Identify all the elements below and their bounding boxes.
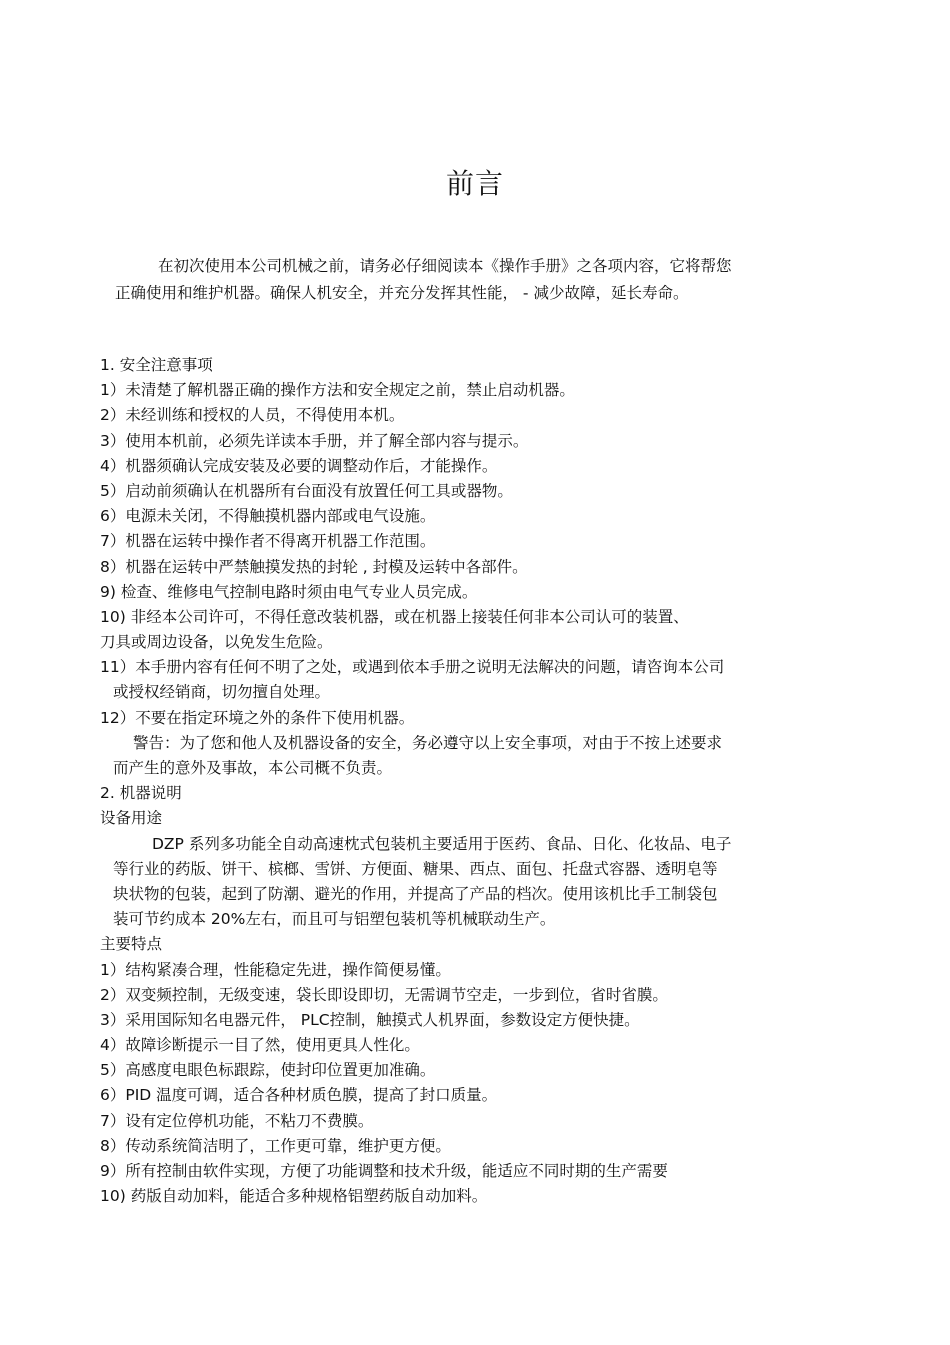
subheading-usage: 设备用途	[100, 809, 163, 828]
safety-item: 11）本手册内容有任何不明了之处，或遇到依本手册之说明无法解决的问题，请咨询本公司	[100, 658, 725, 677]
intro-paragraph	[115, 253, 835, 307]
page-title: 前言	[445, 167, 504, 200]
usage-text: 块状物的包装，起到了防潮、避光的作用，并提高了产品的档次。使用该机比手工制袋包	[113, 884, 718, 903]
usage-text: DZP 系列多功能全自动高速枕式包装机主要适用于医药、食品、日化、化妆品、电子	[152, 834, 732, 853]
safety-item: 9) 检查、维修电气控制电路时须由电气专业人员完成。	[100, 582, 478, 601]
safety-item: 2）未经训练和授权的人员，不得使用本机。	[100, 406, 405, 425]
section-heading-machine: 2. 机器说明	[100, 784, 182, 803]
feature-item: 1）结构紧凑合理，性能稳定先进，操作简便易懂。	[100, 960, 451, 979]
feature-item: 6）PID 温度可调，适合各种材质色膜，提高了封口质量。	[100, 1086, 498, 1105]
feature-item: 9）所有控制由软件实现，方便了功能调整和技术升级，能适应不同时期的生产需要	[100, 1162, 668, 1180]
safety-item: 5）启动前须确认在机器所有台面没有放置任何工具或器物。	[100, 481, 513, 500]
safety-item-continuation: 或授权经销商，切勿擅自处理。	[113, 683, 331, 702]
feature-item: 8）传动系统简洁明了，工作更可靠，维护更方便。	[100, 1136, 451, 1155]
usage-text: 装可节约成本 20%左右，而且可与铝塑包装机等机械联动生产。	[113, 910, 556, 929]
feature-item: 10) 药版自动加料，能适合多种规格铝塑药版自动加料。	[100, 1187, 488, 1206]
feature-item: 5）高感度电眼色标跟踪，使封印位置更加准确。	[100, 1061, 436, 1080]
safety-item: 12）不要在指定环境之外的条件下使用机器。	[100, 708, 415, 727]
safety-item: 1）未清楚了解机器正确的操作方法和安全规定之前，禁止启动机器。	[100, 381, 575, 400]
usage-text: 等行业的药版、饼干、槟榔、雪饼、方便面、糖果、西点、面包、托盘式容器、透明皂等	[113, 859, 718, 878]
feature-item: 4）故障诊断提示一目了然，使用更具人性化。	[100, 1036, 420, 1055]
safety-item: 8）机器在运转中严禁触摸发热的封轮 , 封模及运转中各部件。	[100, 557, 528, 576]
safety-item: 10) 非经本公司许可，不得任意改装机器，或在机器上接装任何非本公司认可的装置、	[100, 607, 689, 626]
feature-item: 3）采用国际知名电器元件， PLC控制，触摸式人机界面，参数设定方便快捷。	[100, 1010, 640, 1029]
safety-item: 3）使用本机前，必须先详读本手册，并了解全部内容与提示。	[100, 431, 529, 450]
document-body	[100, 353, 840, 1209]
subheading-features: 主要特点	[100, 935, 163, 954]
feature-item: 2）双变频控制，无级变速，袋长即设即切，无需调节空走，一步到位，省时省膜。	[100, 985, 668, 1004]
safety-item-continuation: 刀具或周边设备，以免发生危险。	[100, 633, 333, 652]
warning-text: 警告：为了您和他人及机器设备的安全，务必遵守以上安全事项，对由于不按上述要求	[133, 733, 723, 752]
safety-item: 7）机器在运转中操作者不得离开机器工作范围。	[100, 532, 436, 551]
section-heading-safety: 1. 安全注意事项	[100, 356, 213, 374]
intro-line: 在初次使用本公司机械之前，请务必仔细阅读本《操作手册》之各项内容，它将帮您	[158, 257, 732, 275]
warning-text: 而产生的意外及事故，本公司概不负责。	[113, 759, 393, 777]
safety-item: 4）机器须确认完成安装及必要的调整动作后，才能操作。	[100, 456, 498, 475]
safety-item: 6）电源未关闭，不得触摸机器内部或电气设施。	[100, 507, 436, 526]
intro-line: 正确使用和维护机器。确保人机安全，并充分发挥其性能， - 减少故障，延长寿命。	[115, 284, 689, 302]
feature-item: 7）设有定位停机功能，不粘刀不费膜。	[100, 1111, 374, 1130]
